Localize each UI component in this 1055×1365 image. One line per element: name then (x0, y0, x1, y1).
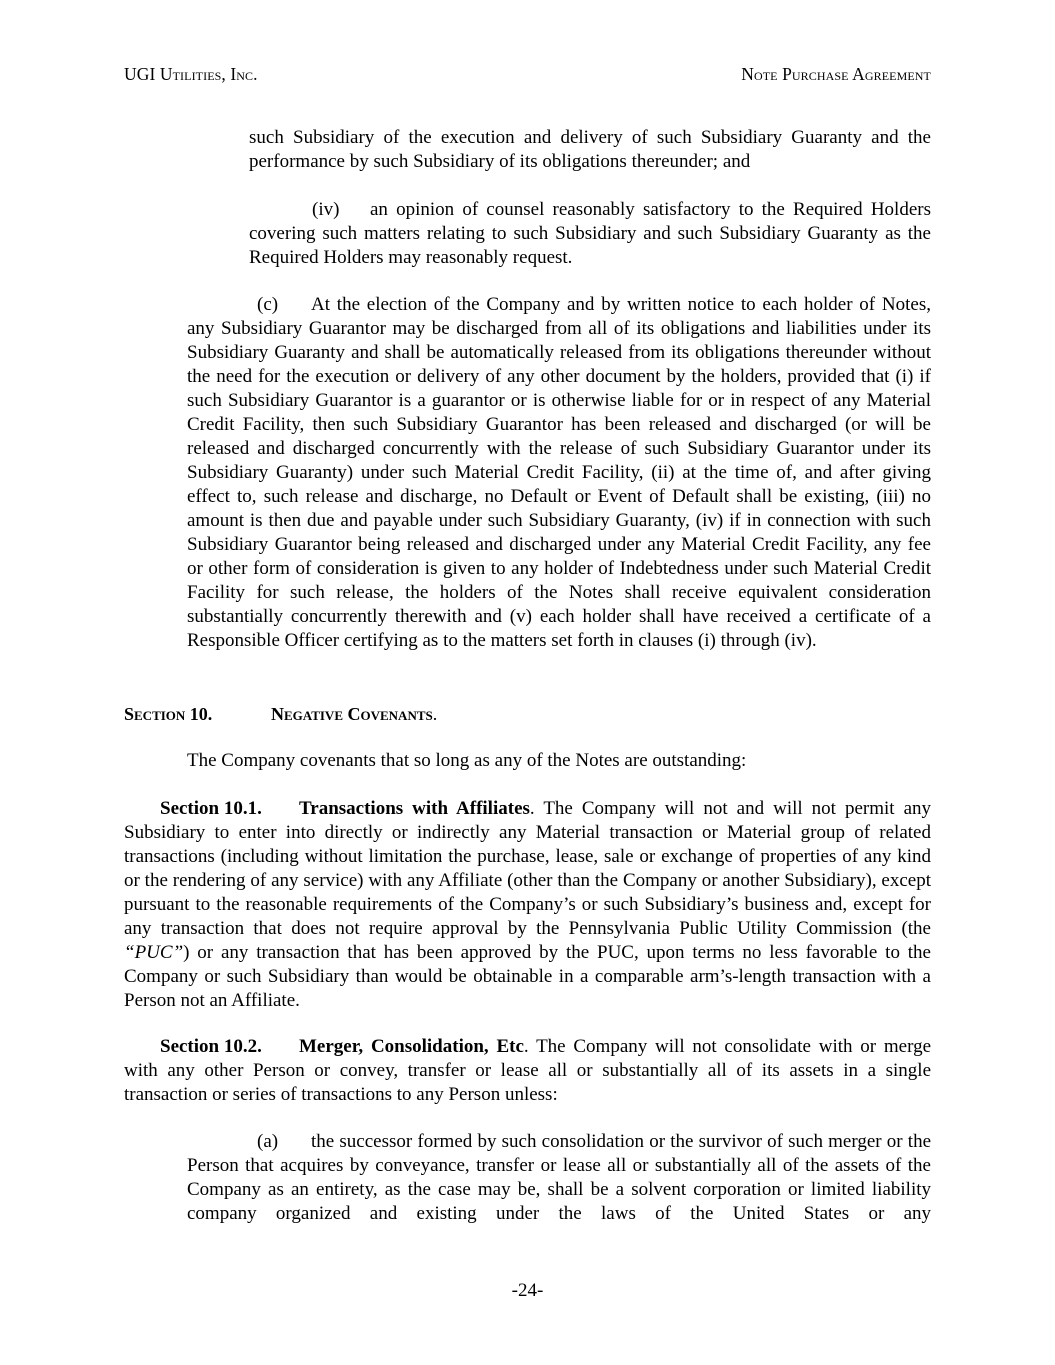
section-10-1-number: Section 10.1. (160, 798, 262, 819)
clause-iv-text: an opinion of counsel reasonably satisfactory to the Required Holders covering such matters relating to such Subsidiary and such Subsidiary Guaranty as the Required Holders may reasonably request. (249, 199, 931, 268)
section-10-2 (124, 1035, 931, 1107)
section-10-period: . (432, 704, 438, 724)
clause-iv-paragraph (249, 198, 931, 270)
clause-iv (249, 198, 931, 270)
section-10-1-paragraph (124, 797, 931, 1013)
clause-c-label: (c) (257, 294, 279, 315)
section-10-number: Section 10. (124, 704, 213, 724)
section-10-title: Negative Covenants (271, 704, 433, 724)
section-10-1 (124, 797, 931, 1013)
clause-a-label: (a) (257, 1131, 279, 1152)
header-company-name: UGI Utilities, Inc. (124, 64, 258, 84)
clause-c-text: At the election of the Company and by written notice to each holder of Notes, any Subsidiary Guarantor may be discharged from all of its obligations and liabilities under its Subsidiary Guaranty and shall be automatically released from its obligations thereunder without the need for the execution or delivery of any other document by the holders, provided that (i) if such Subsidiary Guarantor is a guarantor or is otherwise liable for or in respect of any Material Credit Facility, then such Subsidiary Guarantor has been released and discharged (or will be released and discharged concurrently with the release of such Subsidiary Guarantor under its Subsidiary Guaranty) under such Material Credit Facility, (ii) at the time of, and after giving effect to, such release and discharge, no Default or Event of Default shall be existing, (iii) no amount is then due and payable under such Subsidiary Guaranty, (iv) if in connection with such Subsidiary Guarantor being released and discharged under any Material Credit Facility, any fee or other form of consideration is given to any holder of Indebtedness under such Material Credit Facility for such release, the holders of the Notes shall receive equivalent consideration substantially concurrently therewith and (v) each holder shall have received a certificate of a Responsible Officer certifying as to the matters set forth in clauses (i) through (iv). (187, 294, 931, 651)
clause-iv-label: (iv) (312, 199, 340, 220)
section-10-1-title: Transactions with Affiliates (299, 798, 530, 819)
clause-a-text: the successor formed by such consolidation or the survivor of such merger or the Person that acquires by conveyance, transfer or lease all or substantially all of the assets of the Company as an entirety, as the case may be, shall be a solvent corporation or limited liability company organized and existing under the laws of the United States or any (187, 1131, 931, 1224)
section-10-2-text: . The Company will not consolidate with or merge with any other Person or convey, transfer or lease all or substantially all of its assets in a single transaction or series of transactions to any Person unless: (124, 1036, 931, 1105)
section-10-2-number: Section 10.2. (160, 1036, 262, 1057)
section-10-intro-text: The Company covenants that so long as any of the Notes are outstanding: (187, 750, 747, 771)
section-10-1-text-a: . The Company will not and will not permit any Subsidiary to enter into directly or indirectly any Material transaction or Material group of related transactions (including without limitation the purchase, lease, sale or exchange of properties of any kind or the rendering of any service) with any Affiliate (other than the Company or another Subsidiary), except pursuant to the reasonable requirements of the Company’s or such Subsidiary’s business and, except for any transaction that does not require approval by the Pennsylvania Public Utility Commission (the (124, 798, 932, 939)
header-document-title: Note Purchase Agreement (741, 64, 931, 84)
section-10-intro (187, 749, 931, 773)
clause-iii-text: such Subsidiary of the execution and delivery of such Subsidiary Guaranty and the performance by such Subsidiary of its obligations thereunder; and (249, 127, 931, 172)
section-10-2-title: Merger, Consolidation, Etc (299, 1036, 524, 1057)
clause-a-paragraph (187, 1130, 931, 1226)
section-10-heading (124, 702, 931, 726)
clause-a (187, 1130, 931, 1226)
clause-c-paragraph (187, 293, 931, 653)
clause-iii-continuation (249, 126, 931, 174)
page-number: -24- (511, 1280, 544, 1301)
clause-c (187, 293, 931, 653)
section-10-1-text-b: ) or any transaction that has been approved by the PUC, upon terms no less favorable to the Company or such Subsidiary than would be obtainable in a comparable arm’s-length transaction with a Person not an Affiliate. (124, 942, 931, 1011)
section-10-2-paragraph (124, 1035, 931, 1107)
section-10-1-defined-term: “PUC” (124, 942, 184, 963)
